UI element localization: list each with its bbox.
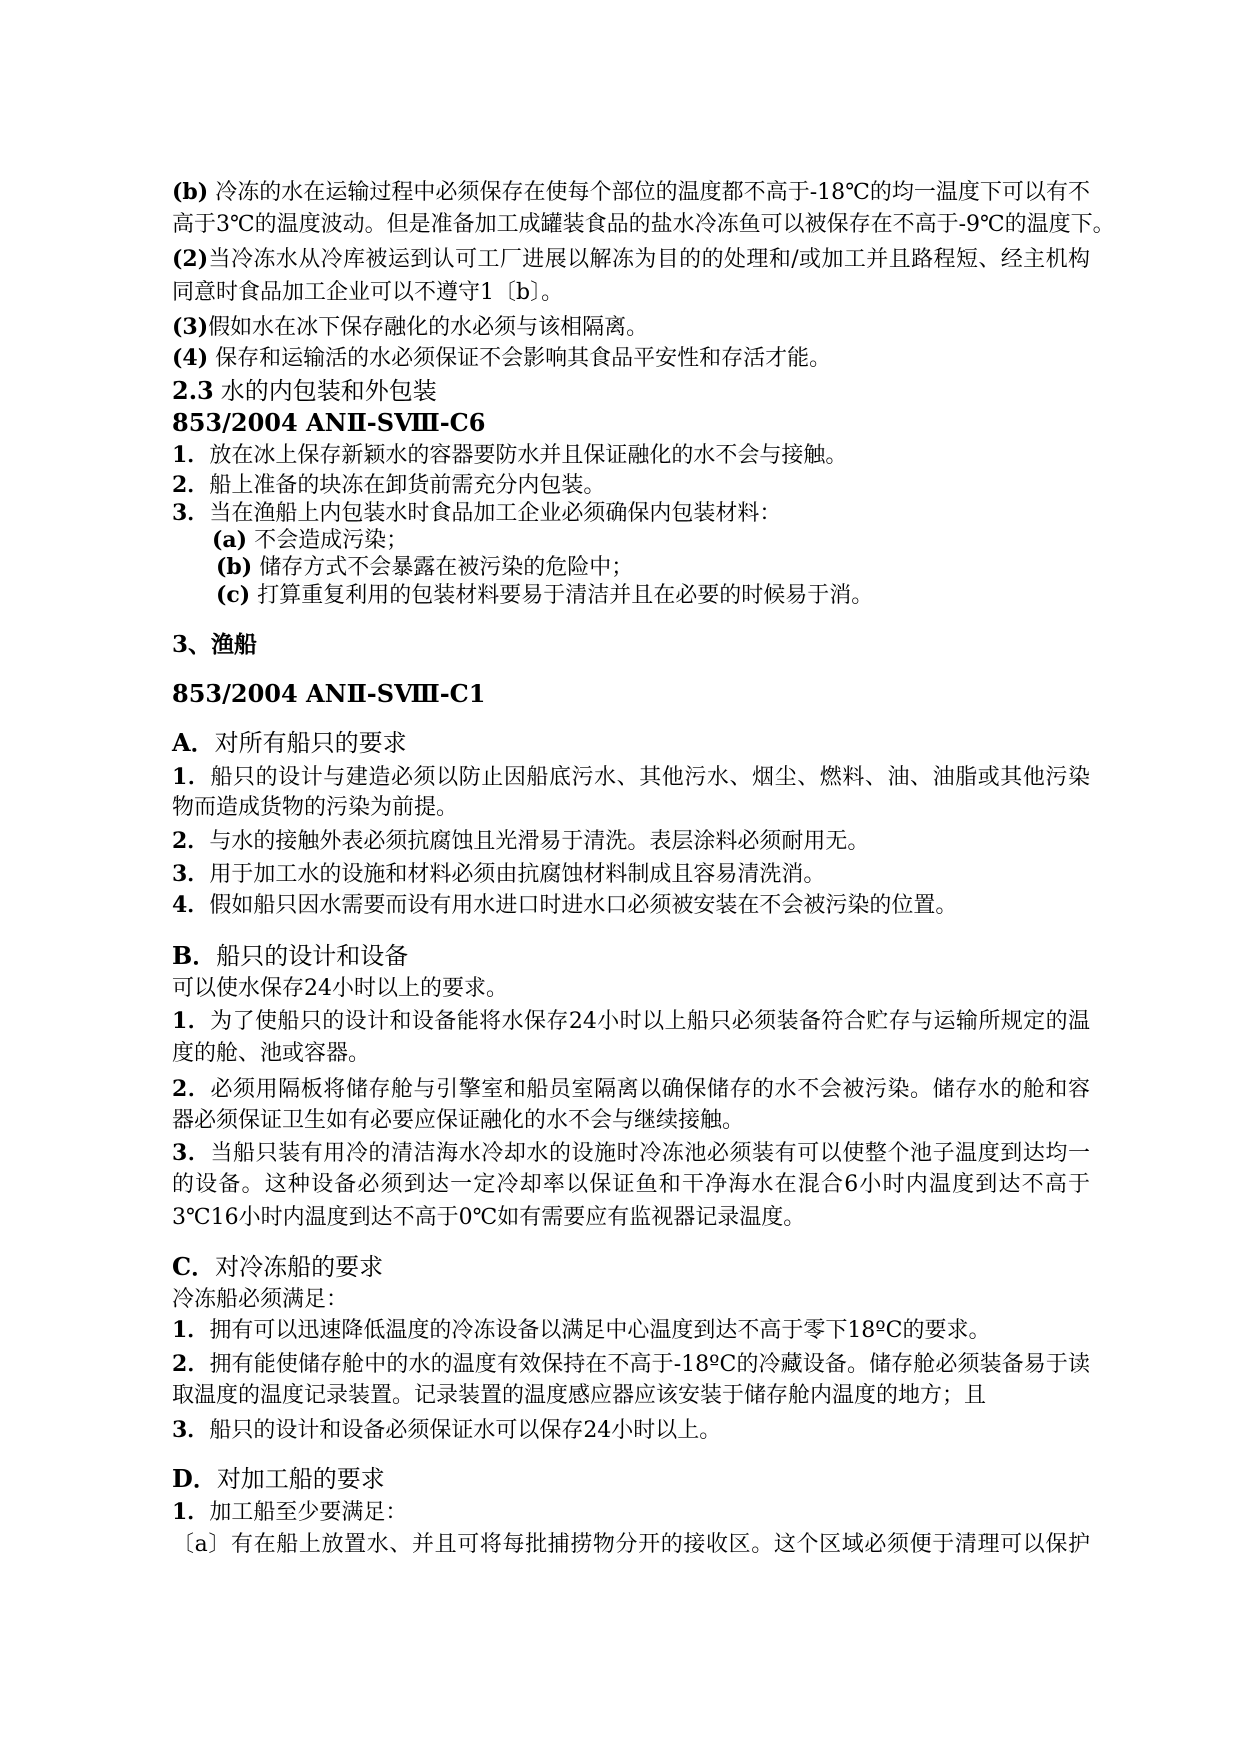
- item-text: 为了使船只的设计和设备能将水保存24小时以上船只必须装备符合贮存与运输所规定的温: [210, 1009, 1091, 1034]
- item-text: 器必须保证卫生如有必要应保证融化的水不会与继续接触。: [172, 1108, 745, 1133]
- sub-item-label: (b): [216, 554, 253, 580]
- item-text: 船只的设计与建造必须以防止因船底污水、其他污水、烟尘、燃料、油、油脂或其他污染: [210, 765, 1090, 790]
- item-text: 拥有能使储存舱中的水的温度有效保持在不高于-18ºC的冷藏设备。储存舱必须装备易于读: [209, 1352, 1091, 1377]
- item-text: 当船只装有用冷的清洁海水冷却水的设施时冷冻池必须装有可以使整个池子温度到达均一: [210, 1141, 1090, 1166]
- part-title: 对冷冻船的要求: [215, 1253, 384, 1281]
- item-text: 必须用隔板将储存舱与引擎室和船员室隔离以确保储存的水不会被污染。储存水的舱和容: [210, 1077, 1090, 1102]
- part-a-heading: [172, 728, 1090, 758]
- part-b-intro: 可以使水保存24小时以上的要求。: [172, 976, 508, 1001]
- item-text: 与水的接触外表必须抗腐蚀且光滑易于清洗。表层涂料必须耐用无。: [209, 829, 870, 854]
- item-text: 放在冰上保存新颖水的容器要防水并且保证融化的水不会与接触。: [209, 443, 848, 468]
- section-2-3-heading: [172, 376, 1090, 406]
- item-label: (4): [172, 345, 209, 371]
- part-label: B．: [172, 941, 217, 970]
- section-2-3-item-1: [172, 440, 1090, 470]
- item-text: 用于加工水的设施和材料必须由抗腐蚀材料制成且容易清洗消。: [209, 862, 826, 887]
- item-text: 冷冻的水在运输过程中必须保存在使每个部位的温度都不高于-18℃的均一温度下可以有不: [215, 180, 1090, 205]
- part-c-item-2-line-2: [172, 1381, 1090, 1411]
- item-label: (b): [172, 179, 209, 205]
- sub-item-text: 不会造成污染；: [254, 528, 409, 553]
- item-label: 1．: [172, 764, 211, 790]
- section-2-3-item-2: [172, 470, 1090, 500]
- item-label: 4．: [172, 892, 210, 918]
- item-label: 1．: [172, 1499, 210, 1525]
- item-text: 船上准备的块冻在卸货前需充分内包装。: [209, 473, 606, 498]
- section-2-3-sub-item-a: [212, 525, 1090, 555]
- part-title: 船只的设计和设备: [216, 942, 409, 970]
- part-c-heading: [172, 1252, 1090, 1282]
- sub-item-label: 〔a〕: [172, 1532, 231, 1557]
- section-2-3-sub-item-b: [216, 552, 1090, 582]
- item-label: 3．: [172, 1417, 210, 1443]
- part-title: 对所有船只的要求: [214, 729, 407, 757]
- item-text: 的设备。这种设备必须到达一定冷却率以保证鱼和干净海水在混合6小时内温度到达不高于: [172, 1172, 1091, 1197]
- item-2-line-2: [172, 278, 1090, 308]
- item-label: 1．: [172, 1317, 210, 1343]
- part-label: D．: [172, 1464, 217, 1493]
- part-a-item-4: [172, 890, 1090, 920]
- item-label: 2．: [172, 1076, 211, 1102]
- sub-item-label: (c): [216, 582, 251, 608]
- part-b-heading: [172, 941, 1090, 971]
- item-text: 船只的设计和设备必须保证水可以保存24小时以上。: [209, 1418, 722, 1443]
- item-text: 当冷冻水从冷库被运到认可工厂进展以解冻为目的的处理和/或加工并且路程短、经主机构: [208, 247, 1090, 272]
- section-2-3-sub-item-c: [216, 580, 1090, 610]
- sub-item-text: 有在船上放置水、并且可将每批捕捞物分开的接收区。这个区域必须便于清理可以保护: [230, 1532, 1090, 1557]
- item-label: 2．: [172, 472, 210, 498]
- part-d-sub-item-a: [172, 1530, 1090, 1560]
- part-label: C．: [172, 1252, 216, 1281]
- item-text: 拥有可以迅速降低温度的冷冻设备以满足中心温度到达不高于零下18ºC的要求。: [209, 1318, 991, 1343]
- item-label: 3．: [172, 1140, 211, 1166]
- part-b-item-3-line-2: [172, 1170, 1090, 1200]
- part-b-item-3-line-1: [172, 1138, 1090, 1168]
- part-title: 对加工船的要求: [216, 1465, 385, 1493]
- item-label: 3．: [172, 861, 210, 887]
- part-b-item-1-line-2: [172, 1039, 1090, 1069]
- part-c-intro: 冷冻船必须满足：: [172, 1287, 349, 1312]
- section-number: 2.3: [172, 376, 214, 405]
- item-text: 同意时食品加工企业可以不遵守1〔b〕。: [172, 280, 564, 305]
- item-label: 1．: [172, 1008, 211, 1034]
- item-label: 2．: [172, 828, 210, 854]
- part-a-item-1-line-1: [172, 762, 1090, 792]
- item-text: 高于3℃的温度波动。但是准备加工成罐装食品的盐水冷冻鱼可以被保存在不高于-9℃的温度下。: [172, 212, 1115, 237]
- item-text: 当在渔船上内包装水时食品加工企业必须确保内包装材料：: [209, 501, 782, 526]
- item-label: 1．: [172, 442, 210, 468]
- item-text: 加工船至少要满足：: [209, 1500, 408, 1525]
- item-b-line-2: [172, 210, 1115, 240]
- item-4-line-1: [172, 343, 1090, 373]
- item-label: 2．: [172, 1351, 210, 1377]
- section-3-reference: 853/2004 ANⅡ-SⅧ-C1: [172, 679, 486, 708]
- section-title: 水的内包装和外包装: [220, 377, 437, 405]
- item-label: (2): [172, 246, 209, 272]
- part-label: A．: [172, 728, 215, 757]
- part-b-item-2-line-1: [172, 1074, 1090, 1104]
- item-text: 物而造成货物的污染为前提。: [172, 795, 459, 820]
- part-a-item-1-line-2: [172, 793, 1090, 823]
- part-a-item-3: [172, 859, 1090, 889]
- part-d-heading: [172, 1464, 1090, 1494]
- part-b-item-3-line-3: [172, 1203, 1090, 1233]
- item-text: 取温度的温度记录装置。记录装置的温度感应器应该安装于储存舱内温度的地方；且: [172, 1383, 987, 1408]
- item-3-line-1: [172, 312, 1090, 342]
- item-label: 3．: [172, 500, 210, 526]
- part-c-item-2-line-1: [172, 1349, 1090, 1379]
- item-label: (3): [172, 314, 209, 340]
- part-c-item-1: [172, 1315, 1090, 1345]
- section-2-3-item-3: [172, 498, 1090, 528]
- part-b-item-1-line-1: [172, 1006, 1090, 1036]
- part-b-item-2-line-2: [172, 1106, 1090, 1136]
- section-2-3-reference: 853/2004 ANⅡ-SⅧ-C6: [172, 408, 486, 437]
- item-text: 假如船只因水需要而设有用水进口时进水口必须被安装在不会被污染的位置。: [209, 893, 958, 918]
- item-text: 保存和运输活的水必须保证不会影响其食品平安性和存活才能。: [215, 346, 832, 371]
- item-2-line-1: [172, 244, 1090, 274]
- item-text: 假如水在冰下保存融化的水必须与该相隔离。: [208, 315, 649, 340]
- sub-item-text: 储存方式不会暴露在被污染的危险中；: [259, 555, 634, 580]
- sub-item-text: 打算重复利用的包装材料要易于清洁并且在必要的时候易于消。: [257, 583, 874, 608]
- part-c-item-3: [172, 1415, 1090, 1445]
- part-d-item-1: [172, 1497, 1090, 1527]
- part-a-item-2: [172, 826, 1090, 856]
- item-text: 3℃16小时内温度到达不高于0℃如有需要应有监视器记录温度。: [172, 1205, 806, 1230]
- sub-item-label: (a): [212, 527, 248, 553]
- item-b-line-1: [172, 177, 1090, 207]
- section-3-heading: 3、渔船: [172, 631, 258, 658]
- item-text: 度的舱、池或容器。: [172, 1041, 371, 1066]
